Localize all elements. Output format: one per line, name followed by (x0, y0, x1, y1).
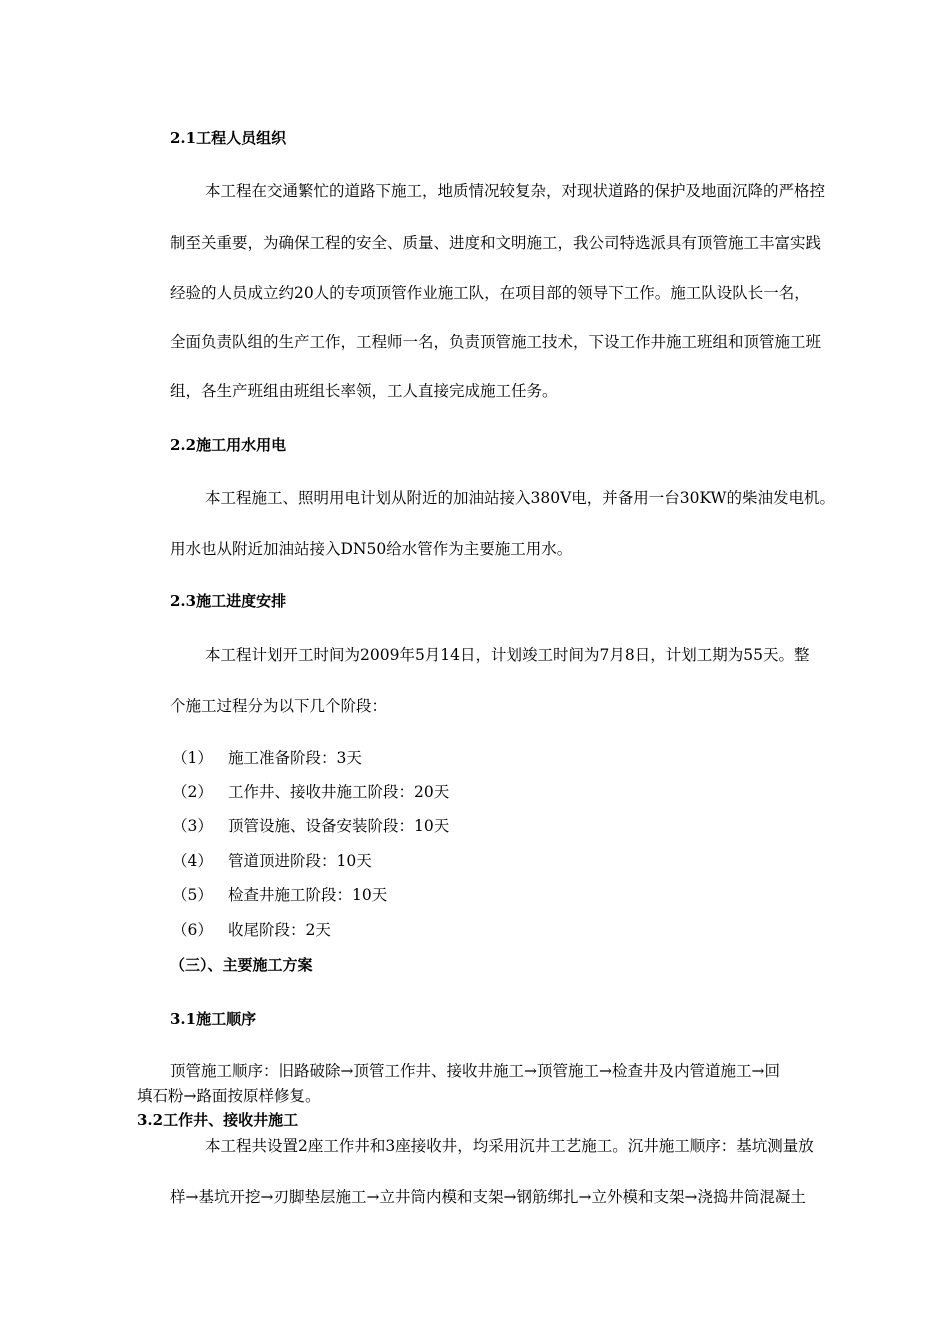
part-3-title: （三）、主要施工方案 (170, 956, 313, 974)
list-text: 检查井施工阶段：10天 (228, 886, 388, 904)
list-text: 施工准备阶段：3天 (228, 749, 362, 767)
paragraph-line: 本工程在交通繁忙的道路下施工，地质情况较复杂，对现状道路的保护及地面沉降的严格控 (205, 182, 826, 200)
section-2-1-title: 2.1工程人员组织 (170, 129, 287, 147)
paragraph-line: 个施工过程分为以下几个阶段： (170, 697, 388, 715)
paragraph-line: 本工程计划开工时间为2009年5月14日，计划竣工时间为7月8日，计划工期为55天。整 (205, 646, 810, 664)
paragraph-line: 本工程施工、照明用电计划从附近的加油站接入380V电，并备用一台30KW的柴油发电机。 (205, 489, 835, 507)
paragraph-line: 顶管施工顺序：旧路破除→顶管工作井、接收井施工→顶管施工→检查井及内管道施工→回 (170, 1062, 780, 1080)
paragraph-line: 用水也从附近加油站接入DN50给水管作为主要施工用水。 (170, 540, 573, 558)
list-number: （1） (172, 749, 213, 767)
list-number: （5） (172, 886, 213, 904)
paragraph-line: 填石粉→路面按原样修复。 (137, 1087, 321, 1105)
section-3-1-title: 3.1施工顺序 (170, 1010, 257, 1028)
section-3-2-title: 3.2工作井、接收井施工 (137, 1111, 299, 1129)
paragraph-line: 经验的人员成立约20人的专项顶管作业施工队，在项目部的领导下工作。施工队设队长一名， (170, 284, 810, 302)
paragraph-line: 本工程共设置2座工作井和3座接收井，均采用沉井工艺施工。沉井施工顺序：基坑测量放 (205, 1137, 814, 1155)
list-text: 工作井、接收井施工阶段：20天 (228, 783, 450, 801)
list-number: （2） (172, 783, 213, 801)
paragraph-line: 组，各生产班组由班组长率领，工人直接完成施工任务。 (170, 382, 558, 400)
paragraph-line: 制至关重要，为确保工程的安全、质量、进度和文明施工，我公司特选派具有顶管施工丰富实践 (170, 234, 822, 252)
paragraph-line: 样→基坑开挖→刃脚垫层施工→立井筒内模和支架→钢筋绑扎→立外模和支架→浇捣井筒混凝土 (170, 1188, 806, 1206)
list-number: （4） (172, 852, 213, 870)
list-text: 管道顶进阶段：10天 (228, 852, 372, 870)
paragraph-line: 全面负责队组的生产工作，工程师一名，负责顶管施工技术，下设工作井施工班组和顶管施工班 (170, 333, 822, 351)
list-text: 顶管设施、设备安装阶段：10天 (228, 817, 450, 835)
list-number: （3） (172, 817, 213, 835)
list-text: 收尾阶段：2天 (228, 921, 331, 939)
section-2-3-title: 2.3施工进度安排 (170, 592, 287, 610)
section-2-2-title: 2.2施工用水用电 (170, 436, 287, 454)
list-number: （6） (172, 921, 213, 939)
